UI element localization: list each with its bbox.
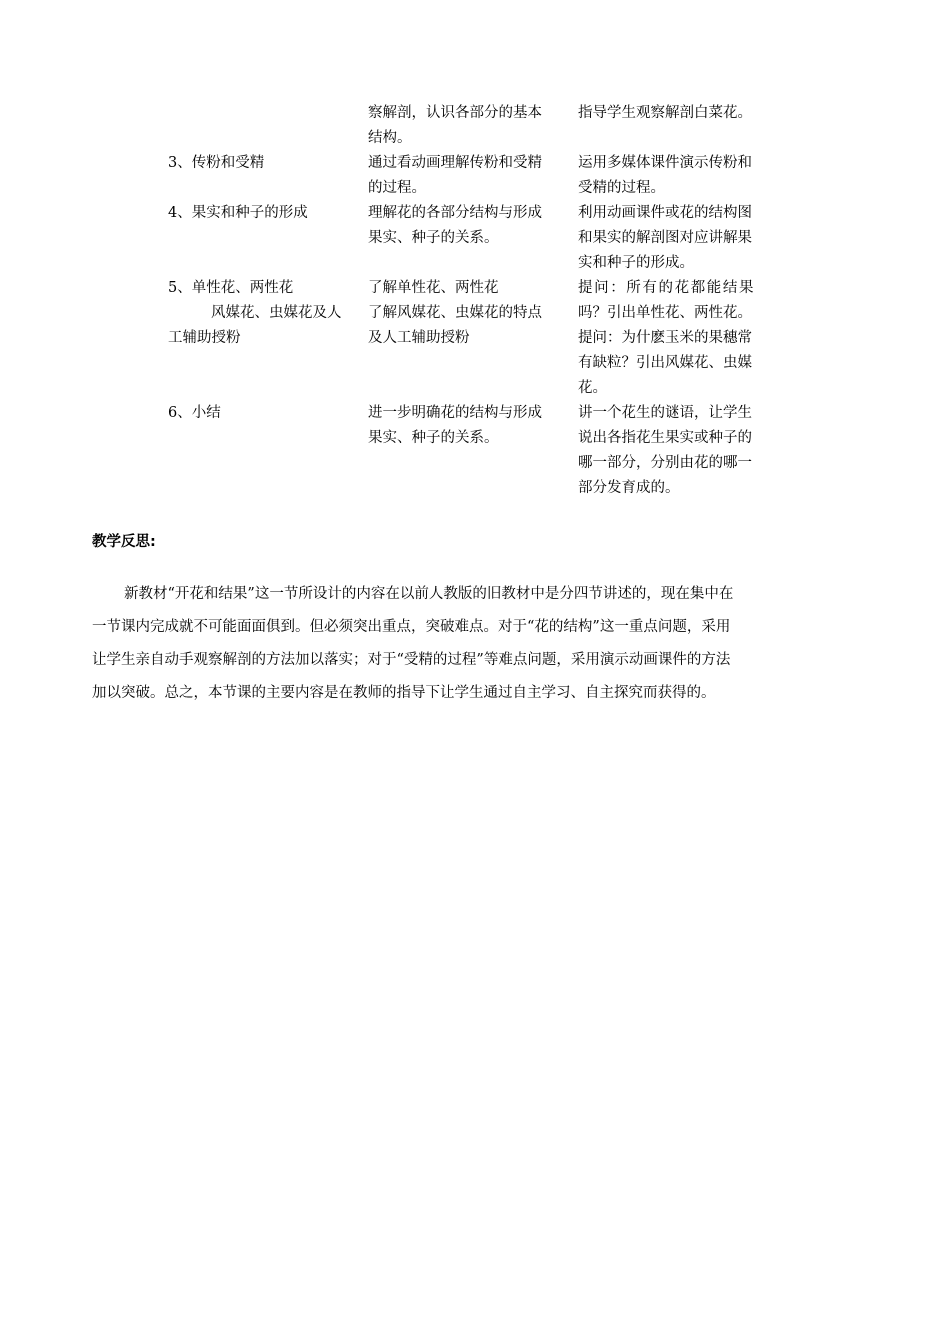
row3-col2-line0: 了解单性花、两性花 [368, 280, 499, 296]
row2-col2-line1: 果实、种子的关系。 [368, 230, 499, 246]
row4-col2-line0: 进一步明确花的结构与形成 [368, 405, 542, 421]
row3-col1-line0: 5、单性花、两性花 [168, 280, 294, 296]
row4-col3-line3: 部分发育成的。 [578, 480, 680, 496]
row2-col3-line0: 利用动画课件或花的结构图 [578, 205, 752, 221]
row0-col2-line1: 结构。 [368, 130, 412, 146]
row1-col2-line0: 通过看动画理解传粉和受精 [368, 155, 542, 171]
row3-col3-line0: 提问：所有的花都能结果 [578, 280, 756, 296]
row3-col2-line1: 了解风媒花、虫媒花的特点 [368, 305, 542, 321]
row0-col2-line0: 察解剖，认识各部分的基本 [368, 105, 542, 121]
reflection-line-0: 新教材“开花和结果”这一节所设计的内容在以前人教版的旧教材中是分四节讲述的，现在集中在 [124, 586, 734, 602]
reflection-line-2: 让学生亲自动手观察解剖的方法加以落实；对于“受精的过程”等难点问题，采用演示动画课件的方法 [92, 652, 731, 668]
row2-col2-line0: 理解花的各部分结构与形成 [368, 205, 542, 221]
row0-col3-line0: 指导学生观察解剖白菜花。 [578, 105, 752, 121]
row4-col3-line2: 哪一部分，分别由花的哪一 [578, 455, 752, 471]
reflection-heading: 教学反思: [92, 534, 156, 550]
row1-col2-line1: 的过程。 [368, 180, 426, 196]
row4-col3-line1: 说出各指花生果实或种子的 [578, 430, 752, 446]
row4-col1-line0: 6、小结 [168, 405, 221, 421]
row3-col1-line2: 工辅助授粉 [168, 330, 241, 346]
row4-col3-line0: 讲一个花生的谜语，让学生 [578, 405, 752, 421]
row1-col1-line0: 3、传粉和受精 [168, 155, 265, 171]
row1-col3-line0: 运用多媒体课件演示传粉和 [578, 155, 752, 171]
row1-col3-line1: 受精的过程。 [578, 180, 665, 196]
row3-col3-line4: 花。 [578, 380, 607, 396]
row3-col3-line3: 有缺粒？引出风媒花、虫媒 [578, 355, 752, 371]
reflection-line-3: 加以突破。总之，本节课的主要内容是在教师的指导下让学生通过自主学习、自主探究而获得的。 [92, 685, 716, 701]
row2-col3-line2: 实和种子的形成。 [578, 255, 694, 271]
row4-col2-line1: 果实、种子的关系。 [368, 430, 499, 446]
row3-col3-line1: 吗？引出单性花、两性花。 [578, 305, 752, 321]
row3-col2-line2: 及人工辅助授粉 [368, 330, 470, 346]
reflection-line-1: 一节课内完成就不可能面面俱到。但必须突出重点，突破难点。对于“花的结构”这一重点问题，采用 [92, 619, 731, 635]
row3-col3-line2: 提问：为什麽玉米的果穗常 [578, 330, 752, 346]
row2-col1-line0: 4、果实和种子的形成 [168, 205, 308, 221]
row3-col1-line1: 风媒花、虫媒花及人 [211, 305, 342, 321]
row2-col3-line1: 和果实的解剖图对应讲解果 [578, 230, 752, 246]
